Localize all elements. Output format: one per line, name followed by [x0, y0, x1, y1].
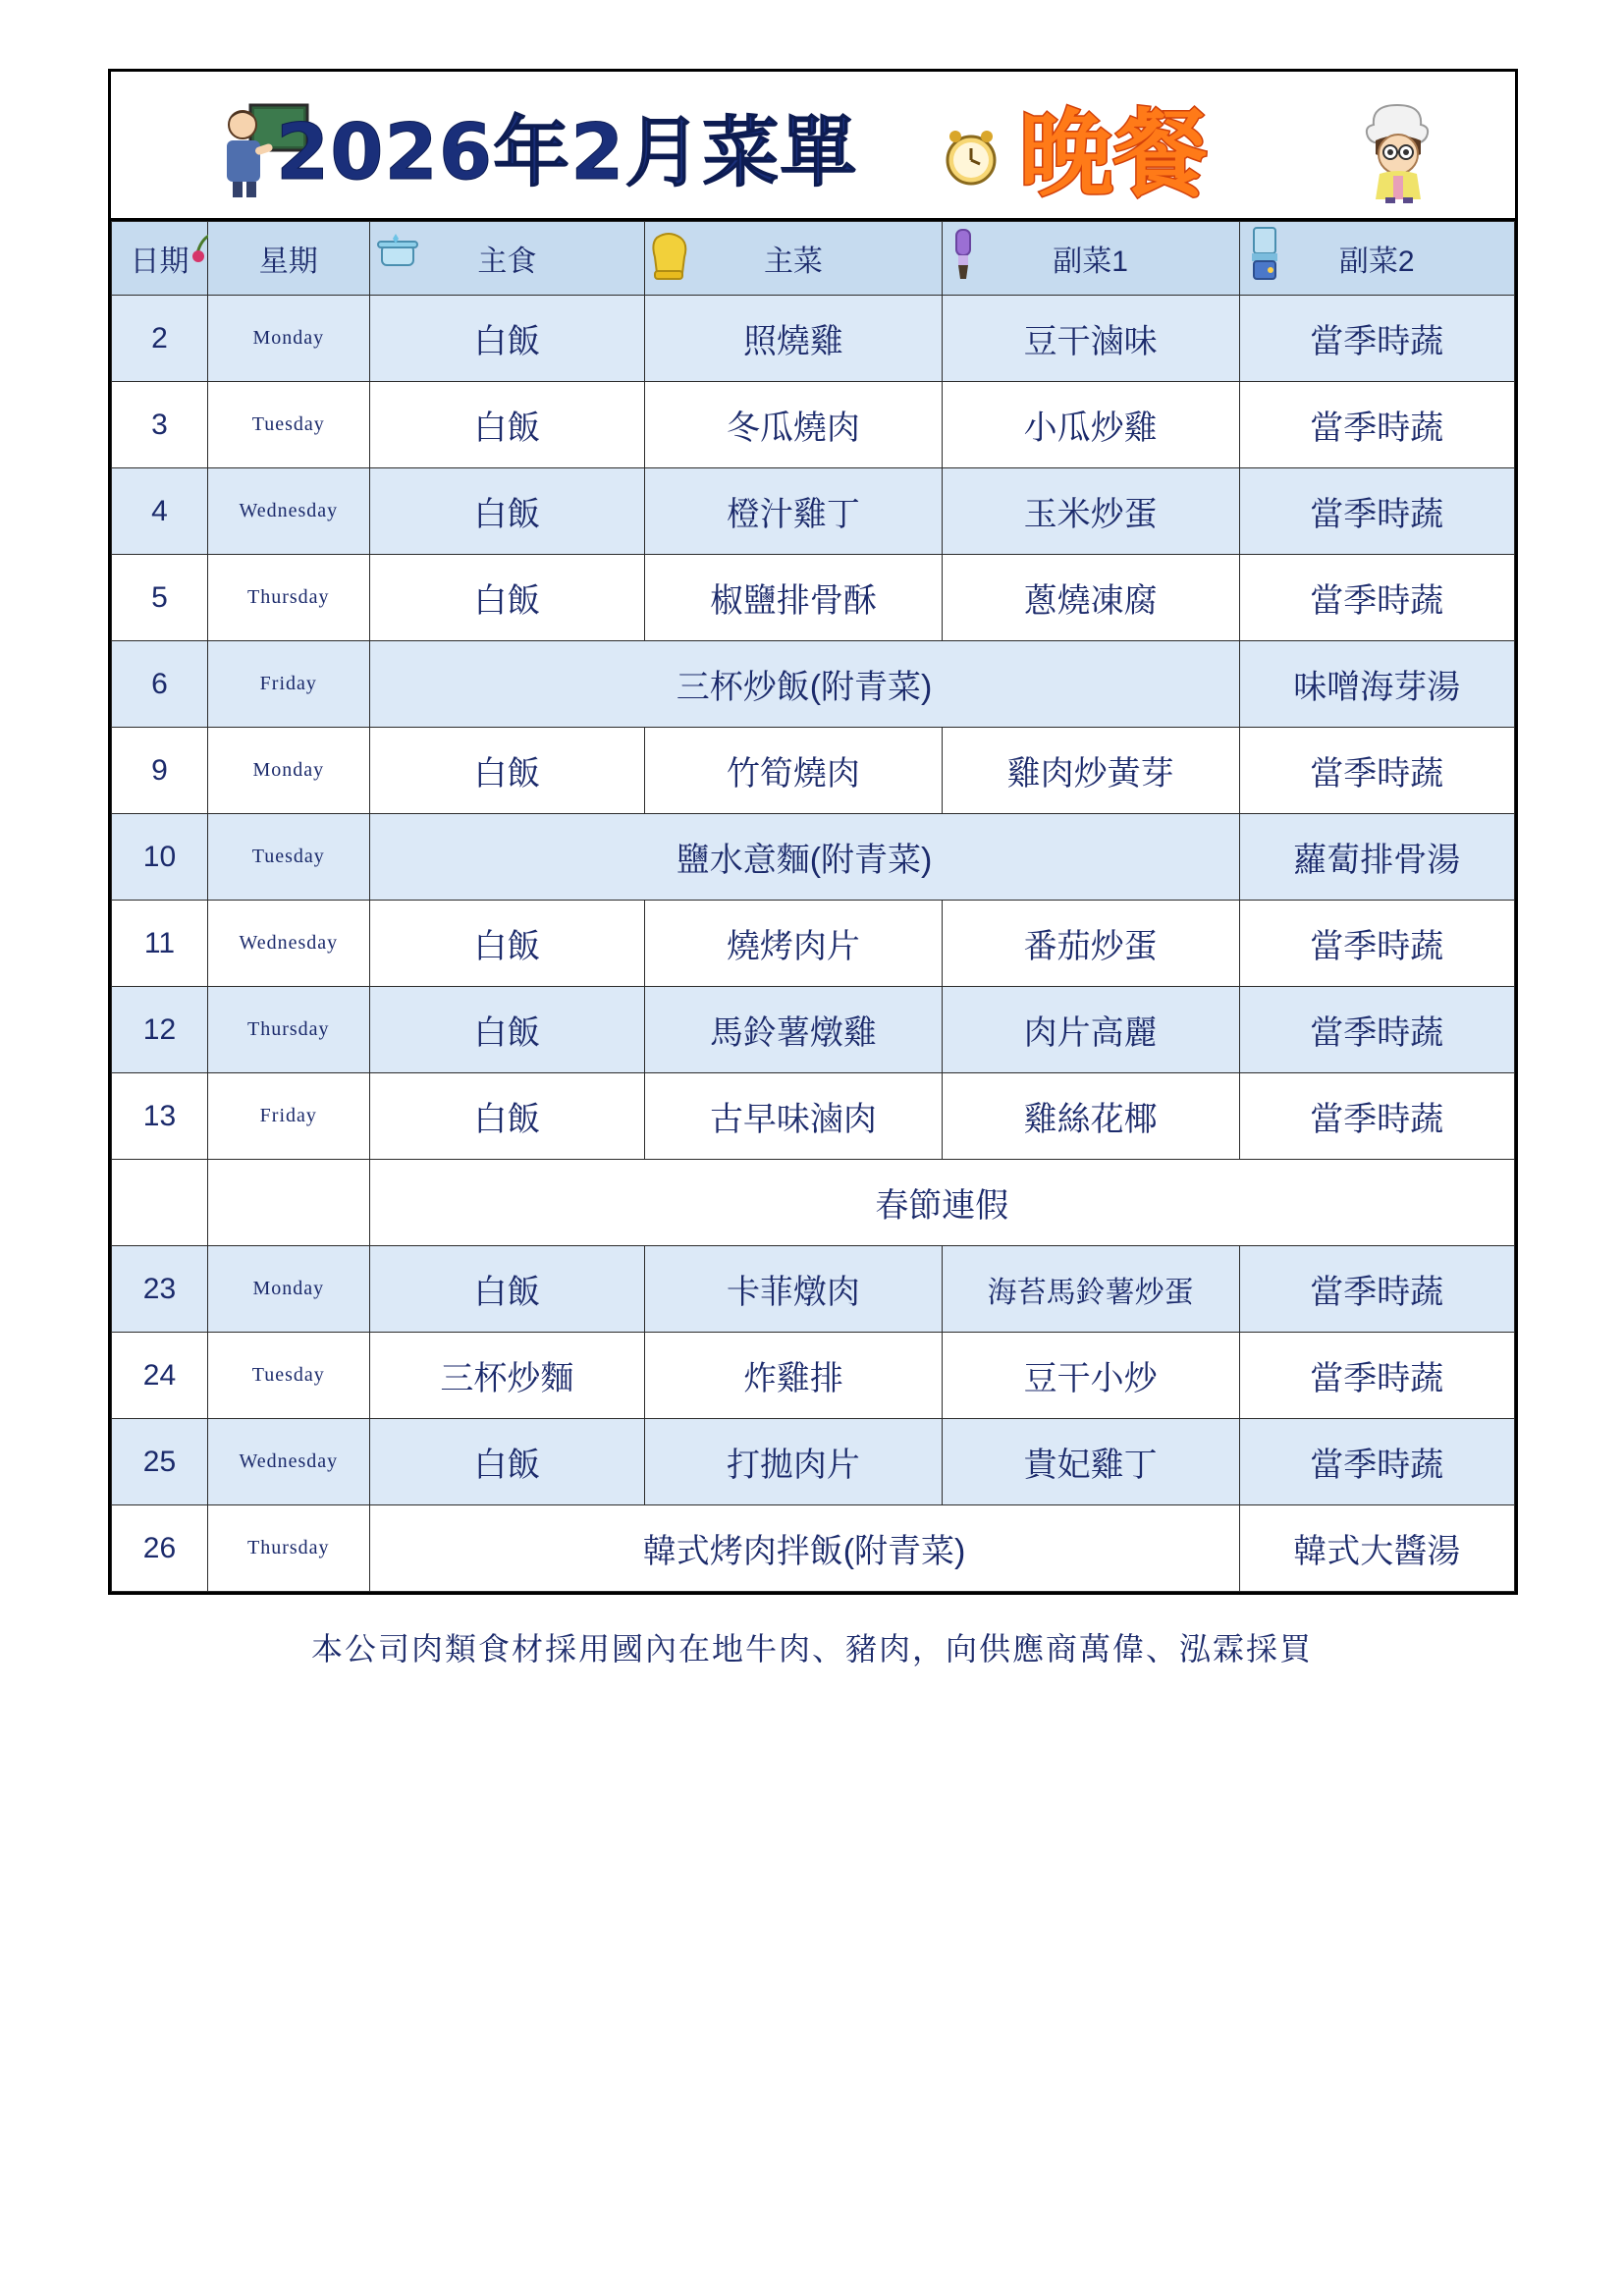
cell-main-dish: 照燒雞 [645, 296, 943, 382]
header-staple-label: 主食 [477, 246, 537, 278]
cell-week: Monday [207, 296, 369, 382]
cell-week: Tuesday [207, 382, 369, 468]
table-row [112, 728, 1515, 814]
menu-frame [108, 69, 1518, 1595]
header-staple [369, 222, 644, 296]
cell-side1: 海苔馬鈴薯炒蛋 [942, 1246, 1239, 1333]
cell-side1: 雞肉炒黃芽 [942, 728, 1239, 814]
cell-date: 9 [112, 728, 208, 814]
cell-week: Thursday [207, 987, 369, 1073]
cell-week [207, 1160, 369, 1246]
cell-week: Tuesday [207, 1333, 369, 1419]
cell-staple: 白飯 [369, 1246, 644, 1333]
header-week [207, 222, 369, 296]
cell-staple: 白飯 [369, 555, 644, 641]
table-row [112, 1505, 1515, 1592]
cell-side1: 貴妃雞丁 [942, 1419, 1239, 1505]
menu-title: 2026年2月菜單 [276, 109, 858, 197]
cell-week: Wednesday [207, 468, 369, 555]
cell-date: 4 [112, 468, 208, 555]
clock-icon [944, 127, 999, 191]
cell-side1: 豆干滷味 [942, 296, 1239, 382]
cell-staple: 白飯 [369, 1419, 644, 1505]
table-row [112, 1333, 1515, 1419]
cell-date: 13 [112, 1073, 208, 1160]
table-row [112, 1419, 1515, 1505]
header-side2-label: 副菜2 [1338, 246, 1415, 278]
cell-date: 2 [112, 296, 208, 382]
chef-girl-figure-icon [1350, 95, 1446, 203]
cell-side2: 當季時蔬 [1239, 728, 1515, 814]
cell-date: 26 [112, 1505, 208, 1592]
header-week-label: 星期 [258, 246, 318, 278]
cell-date [112, 1160, 208, 1246]
cell-main-dish: 馬鈴薯燉雞 [645, 987, 943, 1073]
cell-week: Wednesday [207, 1419, 369, 1505]
cell-side2: 當季時蔬 [1239, 468, 1515, 555]
cell-side2: 蘿蔔排骨湯 [1239, 814, 1515, 901]
header-side1 [942, 222, 1239, 296]
cell-side1: 玉米炒蛋 [942, 468, 1239, 555]
cell-date: 3 [112, 382, 208, 468]
cell-side2: 韓式大醬湯 [1239, 1505, 1515, 1592]
cell-side2: 當季時蔬 [1239, 382, 1515, 468]
cell-staple: 白飯 [369, 296, 644, 382]
cell-side1: 豆干小炒 [942, 1333, 1239, 1419]
cell-week: Friday [207, 1073, 369, 1160]
cell-date: 5 [112, 555, 208, 641]
cell-staple: 三杯炒麵 [369, 1333, 644, 1419]
cell-combo-dish: 鹽水意麵(附青菜) [369, 814, 1239, 901]
cell-combo-dish: 韓式烤肉拌飯(附青菜) [369, 1505, 1239, 1592]
cell-date: 24 [112, 1333, 208, 1419]
cell-staple: 白飯 [369, 1073, 644, 1160]
table-row [112, 555, 1515, 641]
cell-date: 12 [112, 987, 208, 1073]
cell-side1: 蔥燒凍腐 [942, 555, 1239, 641]
menu-table-body [112, 296, 1515, 1592]
blender-icon [1246, 226, 1283, 281]
meal-title: 晚餐 [1019, 99, 1208, 209]
cell-date: 11 [112, 901, 208, 987]
cell-week: Thursday [207, 1505, 369, 1592]
cell-side2: 當季時蔬 [1239, 901, 1515, 987]
table-row [112, 987, 1515, 1073]
cell-main-dish: 橙汁雞丁 [645, 468, 943, 555]
menu-table [111, 221, 1515, 1592]
cell-week: Friday [207, 641, 369, 728]
table-row-holiday [112, 1160, 1515, 1246]
cell-side2: 當季時蔬 [1239, 987, 1515, 1073]
oven-mitt-icon [647, 228, 690, 281]
cell-week: Monday [207, 1246, 369, 1333]
cell-main-dish: 打拋肉片 [645, 1419, 943, 1505]
table-header-row [112, 222, 1515, 296]
cell-side2: 當季時蔬 [1239, 1333, 1515, 1419]
cell-main-dish: 竹筍燒肉 [645, 728, 943, 814]
pot-icon [376, 232, 419, 271]
table-row [112, 814, 1515, 901]
cell-side1: 肉片高麗 [942, 987, 1239, 1073]
cell-holiday: 春節連假 [369, 1160, 1514, 1246]
cell-staple: 白飯 [369, 901, 644, 987]
cell-week: Tuesday [207, 814, 369, 901]
cell-date: 10 [112, 814, 208, 901]
cell-side1: 番茄炒蛋 [942, 901, 1239, 987]
cell-week: Monday [207, 728, 369, 814]
cell-main-dish: 炸雞排 [645, 1333, 943, 1419]
brush-icon [947, 226, 980, 281]
cell-main-dish: 椒鹽排骨酥 [645, 555, 943, 641]
cell-date: 25 [112, 1419, 208, 1505]
cell-date: 23 [112, 1246, 208, 1333]
table-row [112, 468, 1515, 555]
table-row [112, 1246, 1515, 1333]
cell-side1: 雞絲花椰 [942, 1073, 1239, 1160]
cell-side2: 當季時蔬 [1239, 1073, 1515, 1160]
cell-main-dish: 古早味滷肉 [645, 1073, 943, 1160]
cell-side2: 當季時蔬 [1239, 555, 1515, 641]
cell-staple: 白飯 [369, 987, 644, 1073]
cell-main-dish: 冬瓜燒肉 [645, 382, 943, 468]
cell-side2: 當季時蔬 [1239, 296, 1515, 382]
cell-combo-dish: 三杯炒飯(附青菜) [369, 641, 1239, 728]
header-side2 [1239, 222, 1515, 296]
cell-staple: 白飯 [369, 468, 644, 555]
cell-week: Thursday [207, 555, 369, 641]
table-row [112, 382, 1515, 468]
header-main-dish [645, 222, 943, 296]
cell-week: Wednesday [207, 901, 369, 987]
cell-date: 6 [112, 641, 208, 728]
table-row [112, 901, 1515, 987]
header-main-dish-label: 主菜 [763, 246, 823, 278]
cell-side2: 當季時蔬 [1239, 1419, 1515, 1505]
table-row [112, 641, 1515, 728]
cell-side1: 小瓜炒雞 [942, 382, 1239, 468]
header-date [112, 222, 208, 296]
cell-side2: 當季時蔬 [1239, 1246, 1515, 1333]
title-band [111, 72, 1515, 221]
cell-staple: 白飯 [369, 728, 644, 814]
cell-staple: 白飯 [369, 382, 644, 468]
cell-main-dish: 燒烤肉片 [645, 901, 943, 987]
header-side1-label: 副菜1 [1053, 246, 1128, 278]
footer-note: 本公司肉類食材採用國內在地牛肉、豬肉，向供應商萬偉、泓霖採買 [310, 1631, 1313, 1667]
table-row [112, 296, 1515, 382]
table-row [112, 1073, 1515, 1160]
cell-main-dish: 卡菲燉肉 [645, 1246, 943, 1333]
cell-side2: 味噌海芽湯 [1239, 641, 1515, 728]
header-date-label: 日期 [130, 246, 189, 278]
